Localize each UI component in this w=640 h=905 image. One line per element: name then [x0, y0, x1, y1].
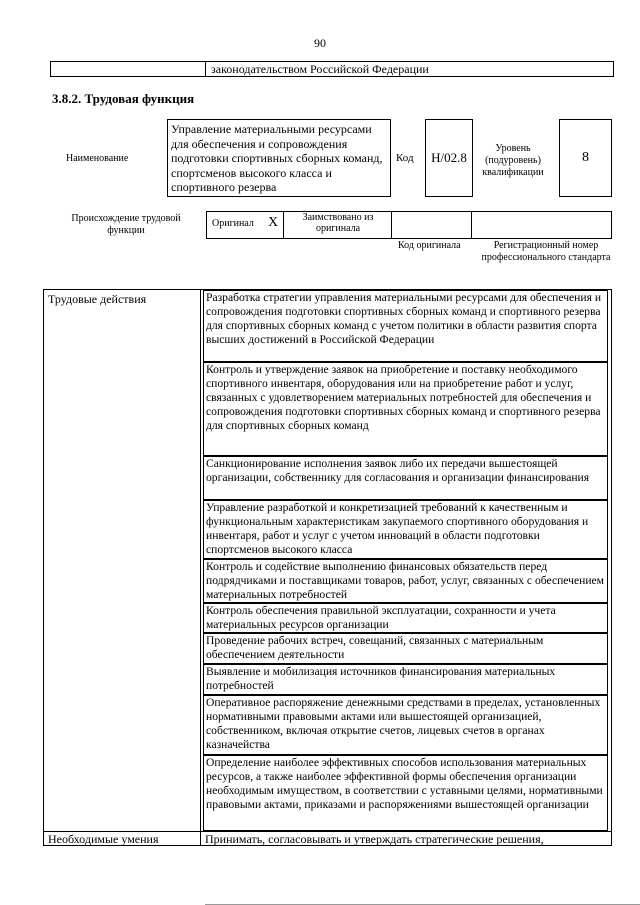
- cell-divider: [471, 212, 472, 238]
- previous-table-row: [50, 61, 614, 77]
- cell-divider: [283, 212, 284, 238]
- code-label: Код: [396, 152, 414, 164]
- labor-action-item: Проведение рабочих встреч, совещаний, связанных с материальным обеспечением деятельности: [203, 633, 608, 664]
- previous-row-text: законодательством Российской Федерации: [211, 62, 429, 76]
- labor-action-item: Контроль обеспечения правильной эксплуатации, сохранности и учета материальных ресурсов организации: [203, 603, 608, 633]
- origin-label: Происхождение трудовой функции: [71, 213, 181, 236]
- level-label: Уровень (подуровень) квалификации: [482, 143, 544, 178]
- registration-number-label: Регистрационный номер профессионального стандарта: [481, 240, 611, 263]
- section-title: 3.8.2. Трудовая функция: [52, 91, 195, 106]
- function-code-box: H/02.8: [425, 119, 473, 197]
- labor-action-item: Разработка стратегии управления материальными ресурсами для обеспечения и сопровождения подготовки спортивных сборных команд и спортивного резерва для спортивных сборных команд с учетом политики в области развития спорта высших достижений в Российской Федерации: [203, 290, 608, 362]
- original-mark: X: [268, 215, 279, 230]
- labor-action-item: Санкционирование исполнения заявок либо их передачи вышестоящей организации, собственнику для согласования и организации финансирования: [203, 456, 608, 500]
- original-label: Оригинал: [212, 218, 254, 229]
- labor-action-item: Выявление и мобилизация источников финансирования материальных потребностей: [203, 664, 608, 695]
- function-name-box: Управление материальными ресурсами для обеспечения и сопровождения подготовки спортивных сборных команд, спортсменов высокого класса и спортивного резерва: [167, 119, 391, 197]
- borrowed-label: Заимствовано из оригинала: [302, 212, 374, 234]
- cell-divider: [205, 62, 206, 76]
- labor-action-item: Определение наиболее эффективных способов использования материальных ресурсов, а также наиболее эффективной формы обеспечения организации необходимым имуществом, в соответствии с уставными целями, нормативными правовыми актами, приказами и распоряжениями вышестоящей организации: [203, 755, 608, 831]
- level-value-box: 8: [559, 119, 612, 197]
- name-label: Наименование: [66, 153, 129, 164]
- skills-first-item: Принимать, согласовывать и утверждать стратегические решения,: [205, 832, 544, 846]
- column-divider: [200, 289, 201, 846]
- page-number: 90: [314, 36, 326, 50]
- code-original-label: Код оригинала: [398, 240, 461, 251]
- labor-action-item: Контроль и утверждение заявок на приобретение и поставку необходимого спортивного инвентаря, оборудования или на приобретение работ и услуг, связанных с удовлетворением материальных потребностей для обеспечения и сопровождения подготовки спортивных сборных команд и спортивного резерва для спортивных сборных команд: [203, 362, 608, 456]
- labor-action-item: Оперативное распоряжение денежными средствами в пределах, установленных нормативными правовыми актами или вышестоящей организацией, собственником, включая открытие счетов, лицевых счетов в органах казначейства: [203, 695, 608, 755]
- origin-row: [206, 211, 612, 239]
- labor-actions-label: Трудовые действия: [48, 292, 147, 306]
- skills-label: Необходимые умения: [48, 832, 159, 846]
- cell-divider: [391, 212, 392, 238]
- labor-action-item: Контроль и содействие выполнению финансовых обязательств перед подрядчиками и поставщиками товаров, работ, услуг, связанных с обеспечением материальных потребностей: [203, 559, 608, 603]
- labor-action-item: Управление разработкой и конкретизацией требований к качественным и функциональным характеристикам закупаемого спортивного оборудования и инвентаря, работ и услуг с учетом инноваций в области подготовки спортсменов высокого класса: [203, 500, 608, 559]
